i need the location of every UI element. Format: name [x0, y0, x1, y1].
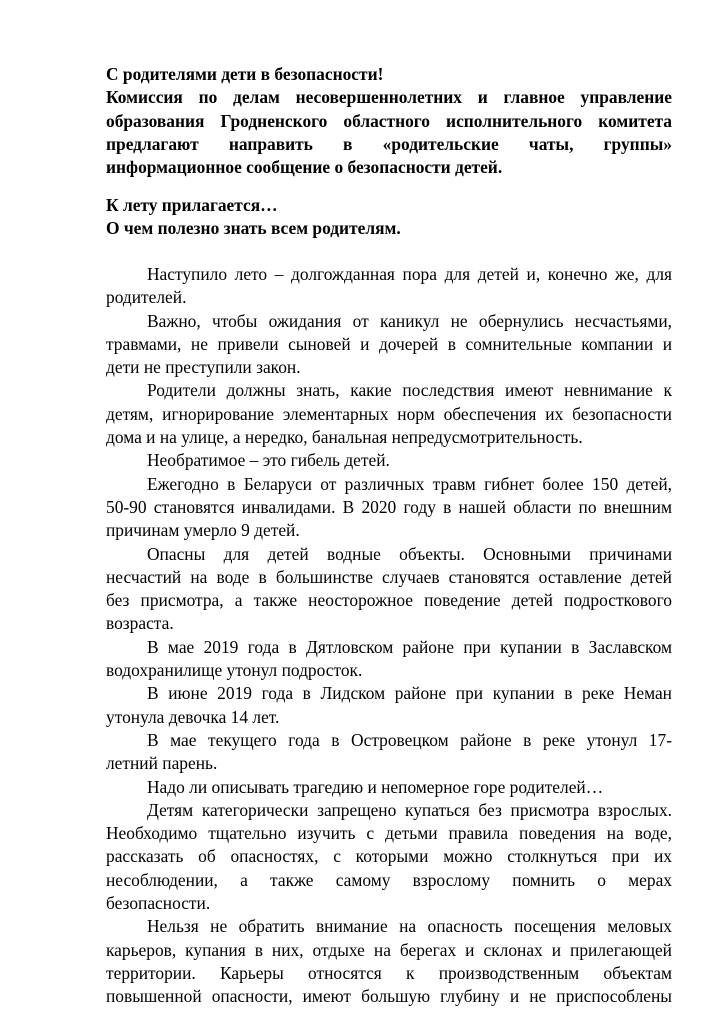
body-line: водохранилище утонул подросток. — [106, 660, 363, 681]
body-line: Наступило лето – долгожданная пора для детей и, конечно же, для — [147, 264, 672, 284]
body-line: В мае текущего года в Островецком районе в реке утонул 17- — [147, 729, 672, 750]
body-line: дома и на улице, а нередко, банальная непредусмотрительность. — [106, 427, 583, 448]
subtitle-section — [106, 194, 672, 241]
body-line: безопасности. — [106, 893, 211, 914]
subtitle-line: О чем полезно знать всем родителям. — [106, 218, 401, 239]
body-line: Детям категорически запрещено купаться без присмотра взрослых. — [147, 799, 672, 820]
body-line: В июне 2019 года в Лидском районе при купании в реке Неман — [147, 683, 672, 704]
body-line: Родители должны знать, какие последствия имеют невнимание к — [147, 380, 672, 401]
intro-line: предлагают направить в «родительские чаты, группы» — [106, 133, 672, 154]
body-line: Ежегодно в Беларуси от различных травм гибнет более 150 детей, — [147, 473, 672, 494]
body-line: родителей. — [106, 287, 187, 308]
body-line: Необратимое – это гибель детей. — [147, 450, 390, 471]
body-line: без присмотра, а также неосторожное поведение детей подросткового — [106, 590, 672, 611]
body-line: Нельзя не обратить внимание на опасность посещения меловых — [147, 916, 672, 937]
body-line: Важно, чтобы ожидания от каникул не обернулись несчастьями, — [147, 310, 672, 331]
intro-line: Комиссия по делам несовершеннолетних и главное управление — [106, 87, 672, 108]
body-line: несчастий на воде в большинстве случаев становятся оставление детей — [106, 566, 672, 587]
header-section — [106, 63, 672, 179]
body-line: утонула девочка 14 лет. — [106, 706, 280, 727]
body-line: рассказать об опасностях, с которыми можно столкнуться при их — [106, 846, 672, 867]
body-line: Необходимо тщательно изучить с детьми правила поведения на воде, — [106, 823, 672, 844]
body-line: Опасны для детей водные объекты. Основными причинами — [147, 543, 672, 564]
body-line: летний парень. — [106, 753, 218, 774]
body-text — [106, 263, 672, 1009]
body-line: территории. Карьеры относятся к производственным объектам — [106, 962, 672, 983]
body-line: карьеров, купания в них, отдыхе на берегах и склонах и прилегающей — [106, 939, 672, 960]
body-line: возраста. — [106, 613, 174, 634]
body-line: В мае 2019 года в Дятловском районе при купании в Заславском — [147, 636, 672, 657]
body-line: Надо ли описывать трагедию и непомерное горе родителей… — [147, 776, 604, 797]
intro-line: образования Гродненского областного исполнительного комитета — [106, 110, 672, 131]
body-line: несоблюдении, а также самому взрослому помнить о мерах — [106, 869, 672, 890]
body-line: дети не преступили закон. — [106, 357, 301, 378]
body-line: травмами, не привели сыновей и дочерей в сомнительные компании и — [106, 333, 672, 354]
body-line: 50-90 становятся инвалидами. В 2020 году в нашей области по внешним — [106, 496, 672, 517]
body-line: детям, игнорирование элементарных норм обеспечения их безопасности — [106, 403, 672, 424]
subtitle-line: К лету прилагается… — [106, 195, 278, 215]
document-title: С родителями дети в безопасности! — [106, 64, 384, 84]
body-line: причинам умерло 9 детей. — [106, 520, 300, 541]
intro-line: информационное сообщение о безопасности детей. — [106, 157, 503, 178]
body-line: повышенной опасности, имеют большую глубину и не приспособлены — [106, 986, 672, 1007]
